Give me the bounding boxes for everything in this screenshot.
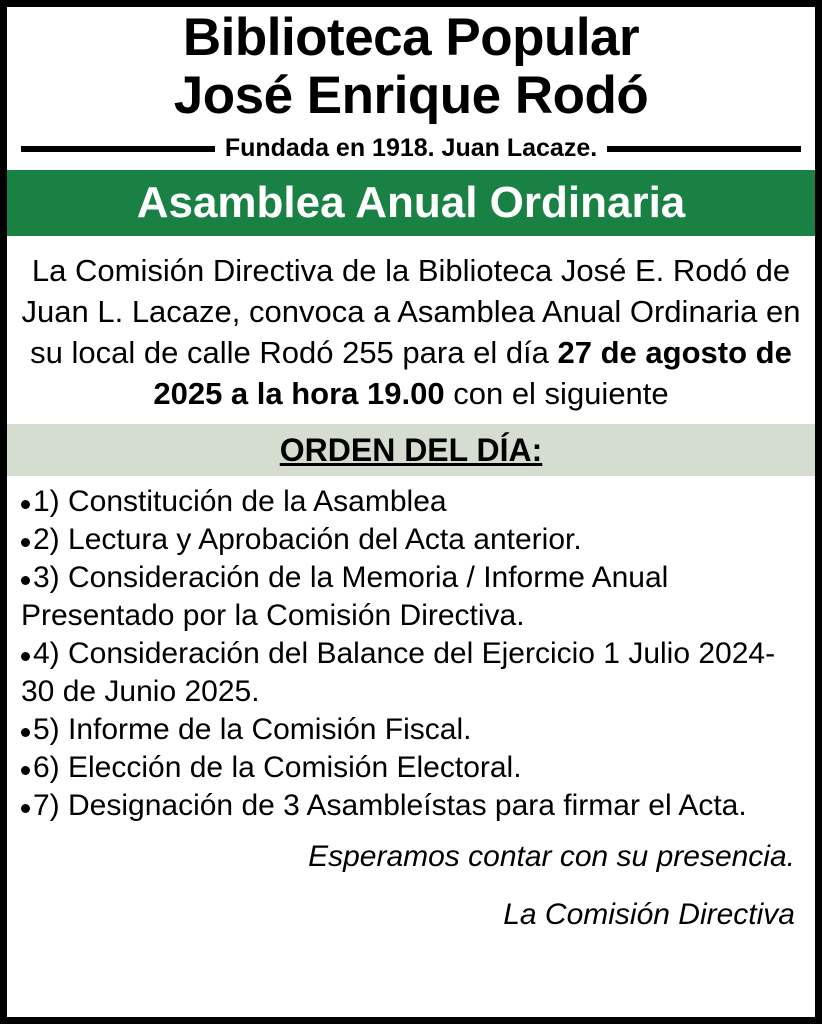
list-item (21, 521, 801, 559)
bullet-icon (21, 766, 30, 775)
closing-block (21, 825, 801, 935)
intro-text-part-1: La Comisión Directiva de la Biblioteca José E. Rodó de Juan L. Lacaze, convoca a Asamblea Anual Ordinaria en su local de calle Rodó 255 para el día (21, 253, 801, 370)
bullet-icon (21, 728, 30, 737)
intro-paragraph (21, 236, 801, 424)
founded-row (21, 135, 801, 162)
bullet-icon (21, 576, 30, 585)
intro-text-part-2: con el siguiente (444, 376, 669, 411)
list-item-label: 2) Lectura y Aprobación del Acta anterior. (33, 523, 582, 556)
founded-text: Fundada en 1918. Juan Lacaze. (224, 134, 598, 162)
list-item-label: 6) Elección de la Comisión Electoral. (33, 751, 522, 784)
page-title-line-1: Biblioteca Popular (182, 8, 640, 67)
closing-line: Esperamos contar con su presencia. (308, 840, 795, 873)
rule-right (607, 146, 801, 152)
page-title-line-2: José Enrique Rodó (173, 66, 649, 125)
title-block (21, 7, 801, 125)
bullet-icon (21, 652, 30, 661)
intro-text-bold: 27 de agosto de 2025 a la hora 19.00 (153, 335, 792, 411)
list-item-label: 3) Consideración de la Memoria / Informe Anual Presentado por la Comisión Directiva. (21, 561, 669, 632)
list-item (21, 711, 801, 749)
list-item (21, 635, 801, 711)
signature: La Comisión Directiva (503, 898, 795, 931)
bullet-icon (21, 500, 30, 509)
bullet-icon (21, 538, 30, 547)
list-item-label: 1) Constitución de la Asamblea (33, 485, 447, 518)
list-item (21, 749, 801, 787)
bullet-icon (21, 804, 30, 813)
list-item (21, 787, 801, 825)
list-item (21, 559, 801, 635)
rule-left (21, 146, 215, 152)
assembly-banner: Asamblea Anual Ordinaria (7, 170, 815, 236)
list-item-label: 4) Consideración del Balance del Ejercicio 1 Julio 2024-30 de Junio 2025. (21, 637, 776, 708)
list-item-label: 5) Informe de la Comisión Fiscal. (33, 713, 472, 746)
agenda-list (21, 476, 801, 825)
list-item (21, 483, 801, 521)
list-item-label: 7) Designación de 3 Asambleístas para firmar el Acta. (33, 789, 747, 822)
agenda-heading-text: ORDEN DEL DÍA: (279, 432, 543, 468)
agenda-heading (7, 424, 815, 476)
